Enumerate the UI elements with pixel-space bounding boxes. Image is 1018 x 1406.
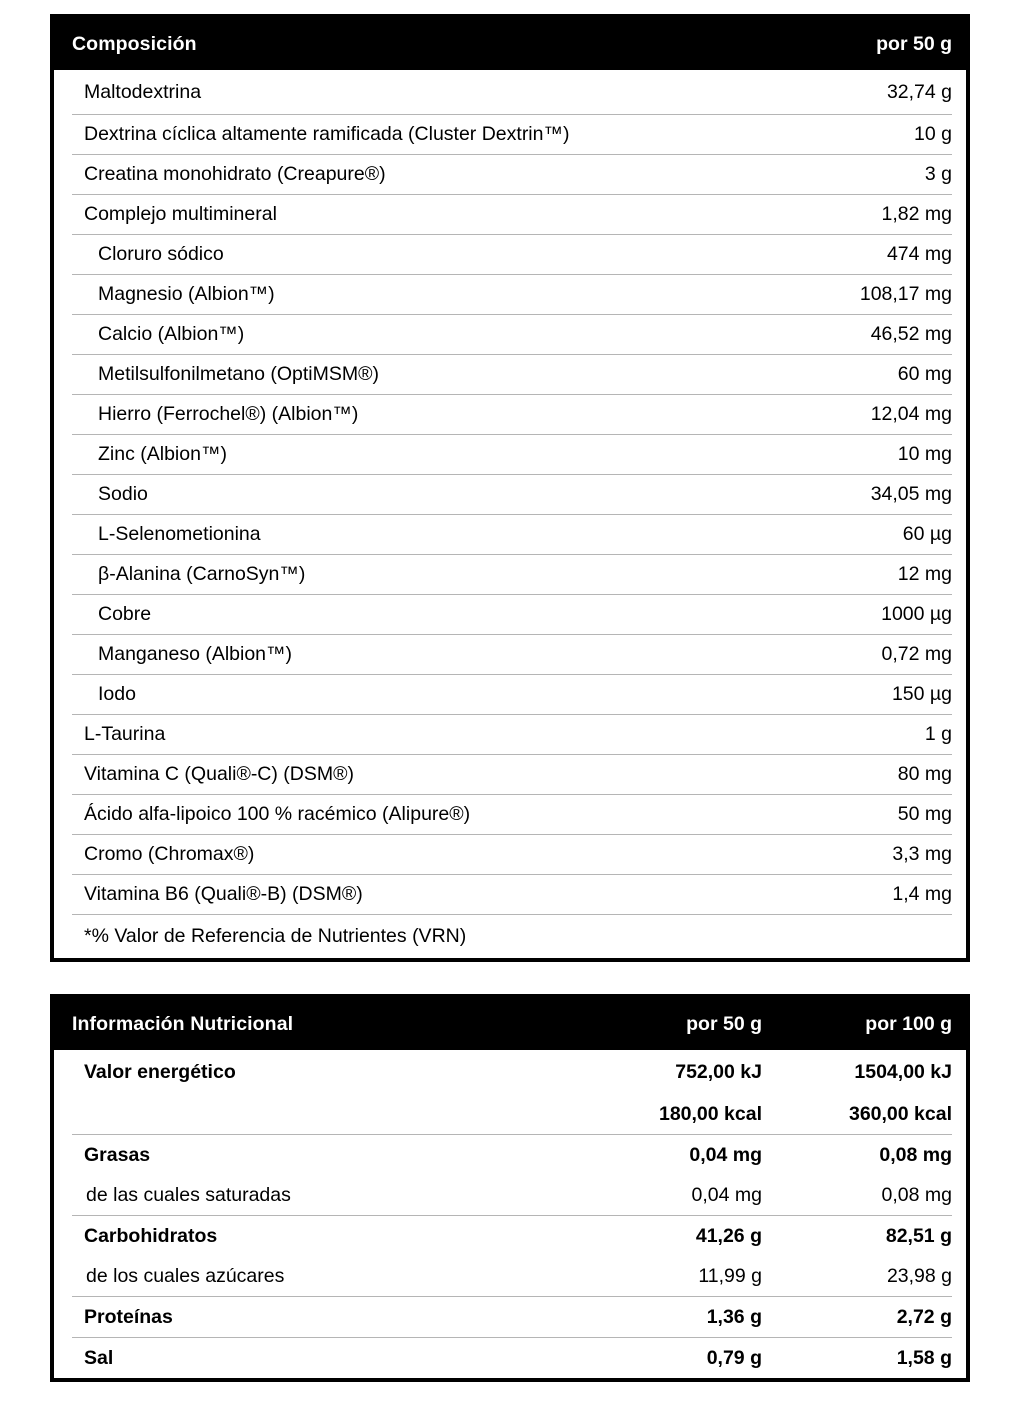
ingredient-name: Cromo (Chromax®) — [84, 843, 255, 865]
table-row — [72, 70, 952, 114]
table-row — [72, 154, 952, 194]
ingredient-amount: 0,72 mg — [881, 643, 952, 665]
table-row — [72, 594, 952, 634]
table-row — [72, 434, 952, 474]
nutrition-header-label: Información Nutricional — [72, 1012, 294, 1035]
nutrient-name: Valor energético — [84, 1060, 236, 1083]
ingredient-name: Cloruro sódico — [98, 243, 224, 265]
ingredient-name: L-Taurina — [84, 723, 166, 745]
nutrient-amount-per-100g: 82,51 g — [885, 1224, 952, 1247]
nutrient-amount-per-50g: 11,99 g — [698, 1264, 762, 1287]
ingredient-amount: 1000 µg — [881, 603, 952, 625]
table-row — [72, 1297, 952, 1337]
nutrition-header-value-column-2: por 100 g — [865, 1012, 952, 1035]
nutrition-table-header — [54, 998, 966, 1050]
ingredient-amount: 108,17 mg — [859, 283, 952, 305]
nutrient-amount-per-50g: 1,36 g — [706, 1305, 762, 1328]
ingredient-amount: 32,74 g — [886, 80, 952, 103]
table-row — [72, 794, 952, 834]
nutrient-amount-per-100g: 1,58 g — [896, 1346, 952, 1369]
nutrient-amount-per-50g: 752,00 kJ — [675, 1060, 762, 1083]
ingredient-amount: 80 mg — [897, 763, 952, 785]
nutrient-amount-per-100g: 360,00 kcal — [848, 1102, 952, 1125]
nutrition-table-body — [54, 1050, 966, 1378]
nutrition-header-value-column-1: por 50 g — [686, 1012, 762, 1035]
ingredient-name: Creatina monohidrato (Creapure®) — [84, 163, 386, 185]
composition-table — [50, 14, 970, 962]
ingredient-amount: 34,05 mg — [870, 483, 952, 505]
table-row — [72, 1135, 952, 1175]
ingredient-name: β-Alanina (CarnoSyn™) — [98, 563, 306, 585]
nutrient-amount-per-50g: 41,26 g — [695, 1224, 762, 1247]
ingredient-name: Sodio — [98, 483, 148, 505]
ingredient-amount: 1 g — [924, 723, 952, 745]
ingredient-name: Calcio (Albion™) — [98, 323, 245, 345]
nutrient-amount-per-100g: 2,72 g — [896, 1305, 952, 1328]
table-row — [72, 354, 952, 394]
ingredient-amount: 1,82 mg — [881, 203, 952, 225]
nutrition-facts-table — [50, 994, 970, 1382]
nutrient-group — [72, 1134, 952, 1215]
table-row — [72, 274, 952, 314]
nutrient-amount-per-50g: 0,04 mg — [689, 1143, 762, 1166]
table-row — [72, 194, 952, 234]
table-row — [72, 1216, 952, 1256]
ingredient-name: Zinc (Albion™) — [98, 443, 227, 465]
composition-header-label: Composición — [72, 32, 197, 55]
nutrient-group — [72, 1050, 952, 1134]
nutrient-amount-per-100g: 0,08 mg — [879, 1143, 952, 1166]
ingredient-amount: 60 µg — [902, 523, 952, 545]
nutrient-name: Grasas — [84, 1143, 151, 1166]
table-row — [72, 914, 952, 958]
ingredient-name: Maltodextrina — [84, 80, 202, 103]
composition-table-header — [54, 18, 966, 70]
table-row — [72, 394, 952, 434]
nutrient-amount-per-100g: 0,08 mg — [881, 1183, 952, 1206]
ingredient-name: Complejo multimineral — [84, 203, 277, 225]
table-row — [72, 874, 952, 914]
ingredient-amount: 3,3 mg — [892, 843, 952, 865]
table-row — [72, 634, 952, 674]
nutrient-amount-per-50g: 0,04 mg — [691, 1183, 762, 1206]
table-row — [72, 1256, 952, 1296]
ingredient-name: Dextrina cíclica altamente ramificada (Cluster Dextrin™) — [84, 123, 570, 145]
table-row — [72, 834, 952, 874]
ingredient-amount: 3 g — [924, 163, 952, 185]
ingredient-amount: 12,04 mg — [870, 403, 952, 425]
table-row — [72, 1175, 952, 1215]
vrn-footnote: *% Valor de Referencia de Nutrientes (VRN) — [84, 925, 467, 947]
ingredient-name: Vitamina C (Quali®-C) (DSM®) — [84, 763, 354, 785]
ingredient-amount: 10 g — [914, 123, 952, 145]
nutrient-name: Proteínas — [84, 1305, 173, 1328]
table-row — [72, 514, 952, 554]
ingredient-name: L-Selenometionina — [98, 523, 261, 545]
nutrient-group — [72, 1296, 952, 1337]
table-row — [72, 1050, 952, 1094]
ingredient-name: Manganeso (Albion™) — [98, 643, 293, 665]
ingredient-amount: 10 mg — [897, 443, 952, 465]
ingredient-name: Metilsulfonilmetano (OptiMSM®) — [98, 363, 379, 385]
table-row — [72, 554, 952, 594]
ingredient-amount: 50 mg — [897, 803, 952, 825]
composition-table-body — [54, 70, 966, 958]
nutrient-amount-per-50g: 180,00 kcal — [658, 1102, 762, 1125]
ingredient-amount: 46,52 mg — [870, 323, 952, 345]
ingredient-name: Iodo — [98, 683, 136, 705]
table-row — [72, 1094, 952, 1134]
nutrient-group — [72, 1337, 952, 1378]
ingredient-name: Cobre — [98, 603, 152, 625]
table-row — [72, 314, 952, 354]
ingredient-amount: 150 µg — [891, 683, 952, 705]
table-row — [72, 474, 952, 514]
nutrient-name: Carbohidratos — [84, 1224, 218, 1247]
nutrient-amount-per-100g: 1504,00 kJ — [854, 1060, 952, 1083]
composition-header-value-column: por 50 g — [876, 32, 952, 55]
ingredient-name: Magnesio (Albion™) — [98, 283, 275, 305]
nutrient-name: Sal — [84, 1346, 114, 1369]
ingredient-amount: 60 mg — [897, 363, 952, 385]
ingredient-name: Ácido alfa-lipoico 100 % racémico (Alipure®) — [84, 803, 471, 825]
ingredient-amount: 474 mg — [886, 243, 952, 265]
table-row — [72, 754, 952, 794]
ingredient-amount: 1,4 mg — [892, 883, 952, 905]
table-row — [72, 114, 952, 154]
table-row — [72, 674, 952, 714]
nutrient-amount-per-50g: 0,79 g — [706, 1346, 762, 1369]
nutrient-name: de los cuales azúcares — [86, 1264, 285, 1287]
ingredient-amount: 12 mg — [897, 563, 952, 585]
ingredient-name: Vitamina B6 (Quali®-B) (DSM®) — [84, 883, 363, 905]
nutrient-amount-per-100g: 23,98 g — [886, 1264, 952, 1287]
nutrient-group — [72, 1215, 952, 1296]
ingredient-name: Hierro (Ferrochel®) (Albion™) — [98, 403, 359, 425]
table-row — [72, 1338, 952, 1378]
table-row — [72, 234, 952, 274]
table-row — [72, 714, 952, 754]
nutrient-name: de las cuales saturadas — [86, 1183, 291, 1206]
